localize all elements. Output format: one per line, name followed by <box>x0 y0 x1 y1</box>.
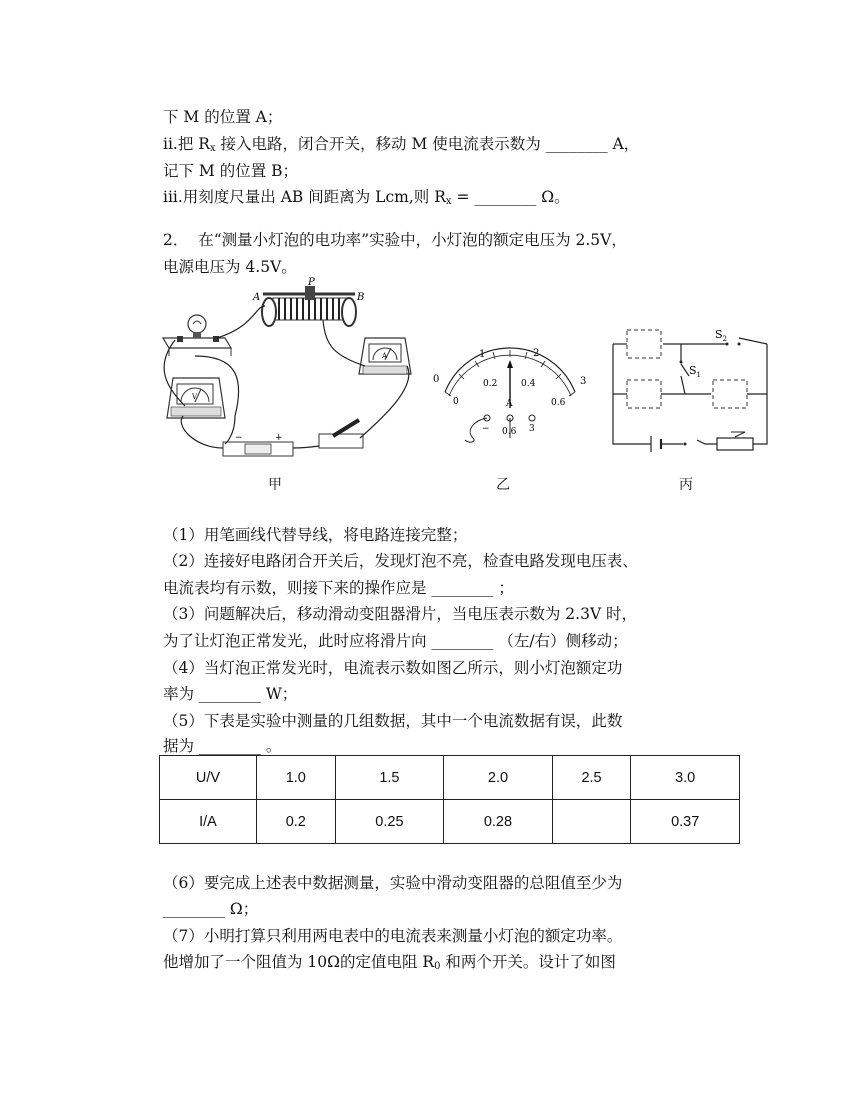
text-line: ________ Ω； <box>163 900 259 918</box>
text-line: （3）问题解决后，移动滑动变阻器滑片，当电压表示数为 2.3V 时， <box>163 605 638 623</box>
terminal-minus: − <box>482 424 490 434</box>
table-cell: 0.37 <box>631 800 740 844</box>
table-row <box>160 800 740 844</box>
table-cell: 1.5 <box>335 756 444 800</box>
dial-lower-06: 0.6 <box>551 398 566 408</box>
rheostat-label-b: B <box>357 292 365 303</box>
terminal-06: 0.6 <box>502 427 517 437</box>
rheostat-label-p: P <box>308 277 315 288</box>
battery-minus: − <box>235 433 243 443</box>
rheostat-symbol <box>717 438 753 450</box>
table-cell: 0.2 <box>257 800 336 844</box>
text-line: （4）当灯泡正常发光时，电流表示数如图乙所示，则小灯泡额定功 <box>163 659 623 677</box>
switch-s1-label: $S_1$ <box>689 364 702 379</box>
question-2-title: 2． 在“测量小灯泡的电功率”实验中，小灯泡的额定电压为 2.5V， <box>163 231 627 249</box>
text-line: ii.把 $R_x$ 接入电路，闭合开关，移动 M 使电流表示数为 ________ A， <box>163 135 640 154</box>
table-header-i: I/A <box>160 800 257 844</box>
text-line: 电流表均有示数，则接下来的操作应是 ________ ； <box>163 579 514 597</box>
table-cell: 0.28 <box>444 800 553 844</box>
table-row <box>160 756 740 800</box>
figure-jia-circuit <box>155 276 415 466</box>
text-line: 为了让灯泡正常发光，此时应将滑片向 ________ （左/右）侧移动； <box>163 632 628 650</box>
terminal-3: 3 <box>529 424 535 434</box>
dial-lower-04: 0.4 <box>521 379 536 389</box>
caption-jia: 甲 <box>268 477 282 493</box>
ammeter-letter: A <box>382 352 388 360</box>
dial-lower-02: 0.2 <box>483 379 498 389</box>
dial-upper-3: 3 <box>580 376 587 387</box>
text-line: （6）要完成上述表中数据测量，实验中滑动变阻器的总阻值至少为 <box>163 874 623 892</box>
text-line: 率为 ________ W； <box>163 685 298 703</box>
table-header-u: U/V <box>160 756 257 800</box>
text-line: （1）用笔画线代替导线，将电路连接完整； <box>163 526 468 544</box>
text-line: 电源电压为 4.5V。 <box>163 258 297 276</box>
dial-lower-0: 0 <box>453 397 459 407</box>
text-line: 据为 ________ 。 <box>163 737 282 755</box>
text-line: （5）下表是实验中测量的几组数据，其中一个电流数据有误，此数 <box>163 712 623 730</box>
figure-yi-ammeter-dial <box>425 330 595 450</box>
dial-unit: A <box>506 399 513 409</box>
switch-s2-label: $S_2$ <box>715 328 728 343</box>
rheostat-label-a: A <box>253 292 261 303</box>
dashed-box-top <box>627 330 661 358</box>
table-cell: 2.0 <box>444 756 553 800</box>
battery-plus: + <box>275 433 283 443</box>
switch-box <box>319 434 363 448</box>
bulb-icon <box>188 315 206 333</box>
voltmeter-letter: V <box>192 393 198 401</box>
text-line: iii.用刻度尺量出 AB 间距离为 Lcm,则 $R_x$ = ________ Ω。 <box>163 188 570 207</box>
dial-upper-0: 0 <box>433 374 440 385</box>
dial-upper-2: 2 <box>533 348 540 359</box>
text-line: 记下 M 的位置 B； <box>163 162 299 180</box>
table-cell: 1.0 <box>257 756 336 800</box>
caption-bing: 丙 <box>679 477 693 493</box>
dashed-box-left <box>627 380 661 408</box>
table-cell: 0.25 <box>335 800 444 844</box>
data-table <box>159 755 740 844</box>
caption-yi: 乙 <box>496 477 510 493</box>
text-line: 下 M 的位置 A； <box>163 108 283 126</box>
table-cell: 2.5 <box>552 756 631 800</box>
text-line: （2）连接好电路闭合开关后，发现灯泡不亮，检查电路发现电压表、 <box>163 552 638 570</box>
dial-upper-1: 1 <box>479 349 486 360</box>
figure-bing-circuit <box>605 322 780 452</box>
text-line: 他增加了一个阻值为 10Ω的定值电阻 $R_0$ 和两个开关。设计了如图 <box>163 953 616 972</box>
table-cell: 3.0 <box>631 756 740 800</box>
dashed-box-right <box>713 380 747 408</box>
text-line: （7）小明打算只利用两电表中的电流表来测量小灯泡的额定功率。 <box>163 927 623 945</box>
table-cell <box>552 800 631 844</box>
